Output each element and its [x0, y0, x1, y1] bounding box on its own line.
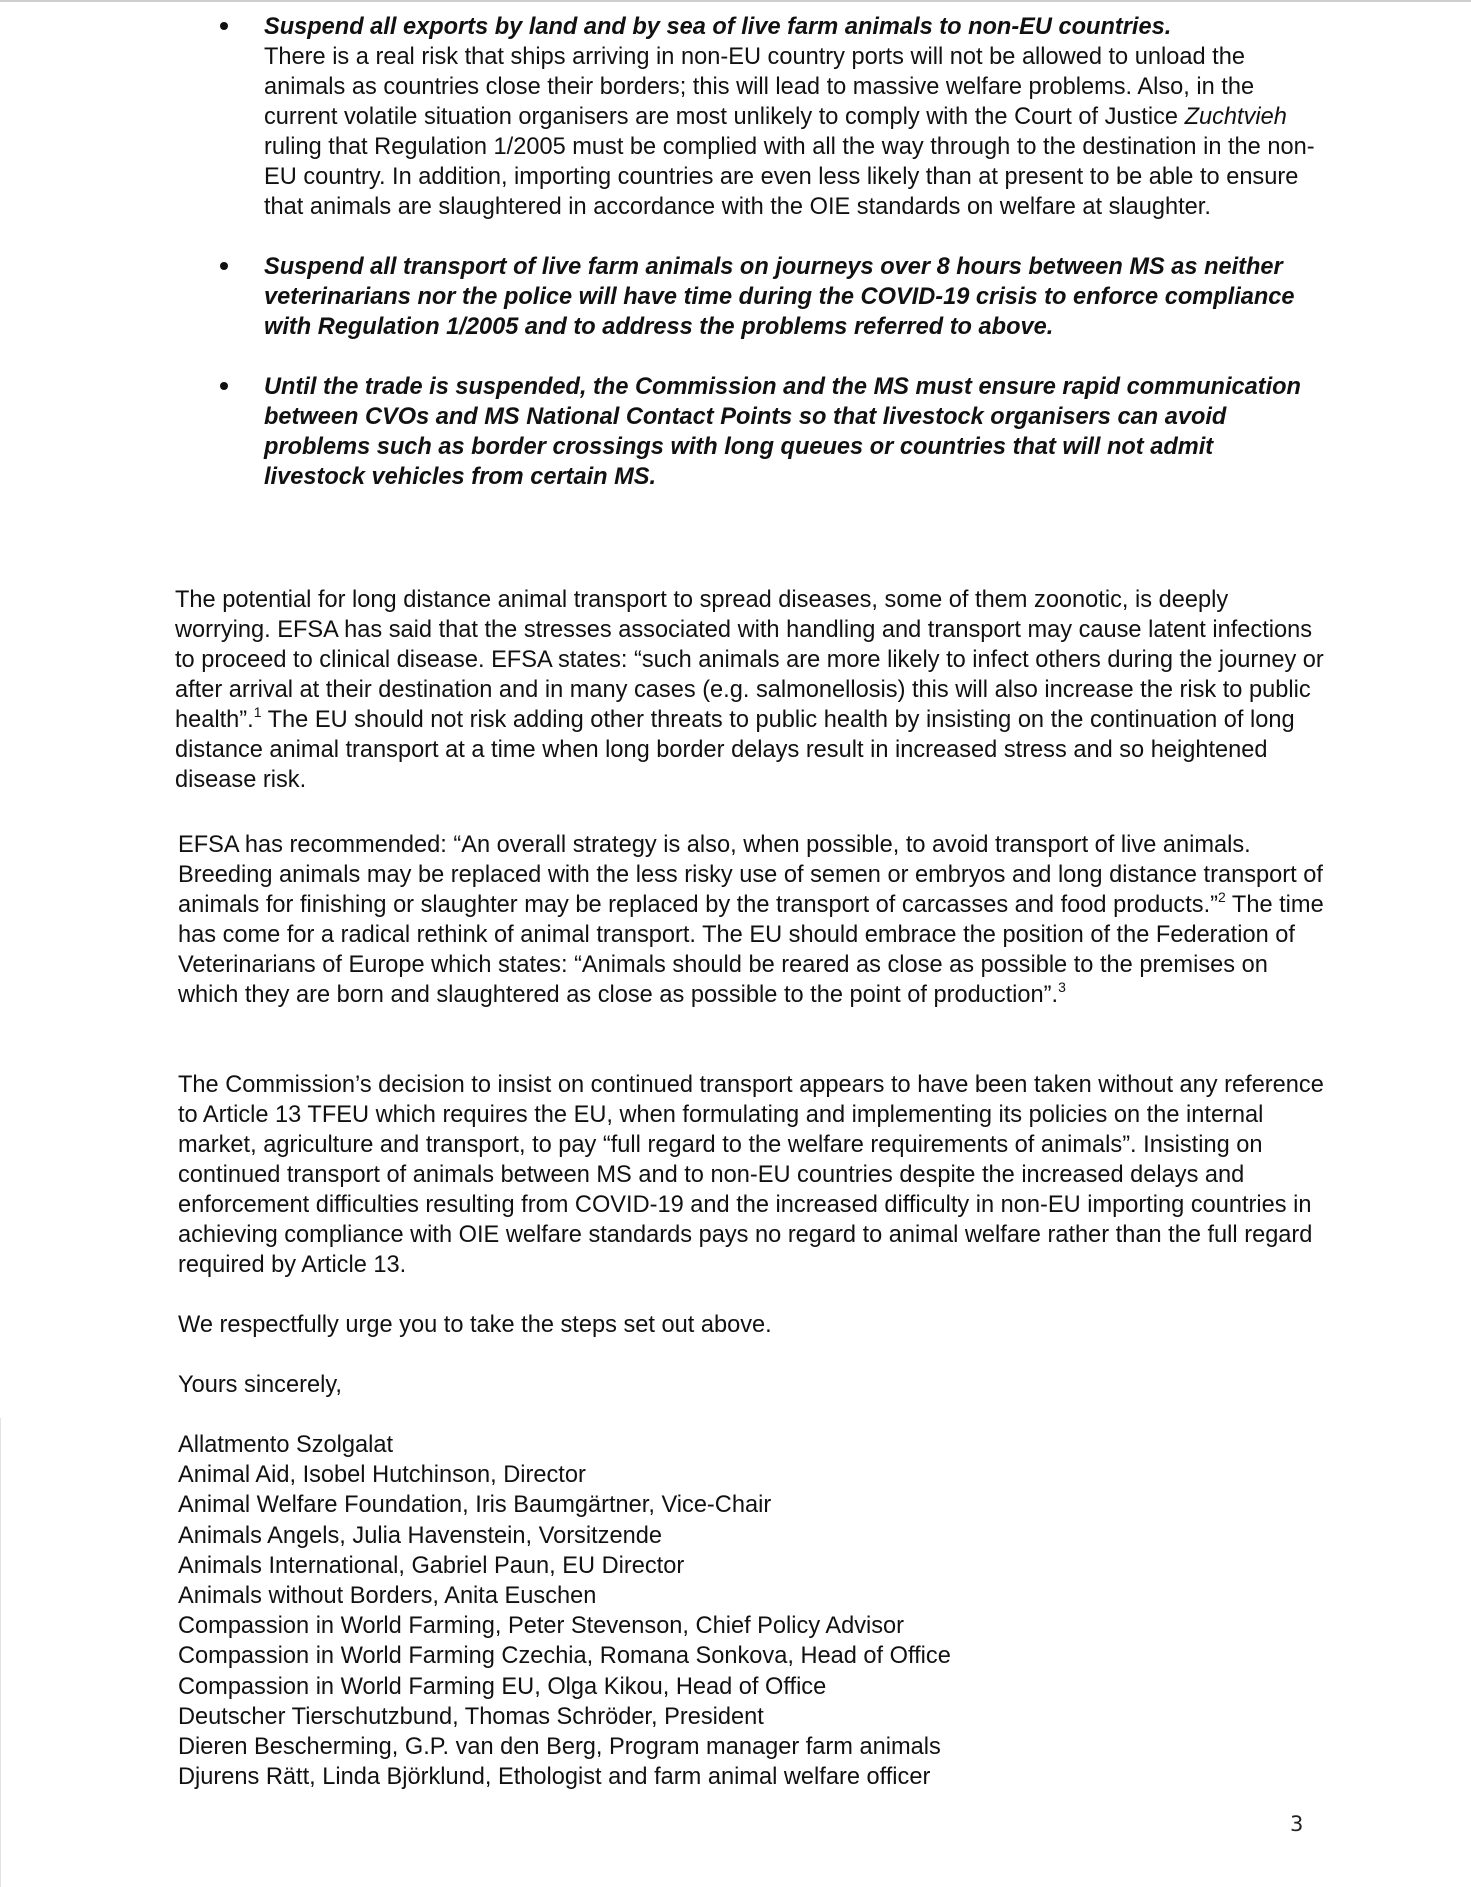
paragraph-text: The EU should not risk adding other threats to public health by insisting on the continuation of long distance animal transport at a time when long border delays result in increased stress and so heightened disease risk.: [175, 707, 1295, 793]
signatory: Compassion in World Farming Czechia, Romana Sonkova, Head of Office: [178, 1643, 951, 1670]
demand-heading: Suspend all transport of live farm animals on journeys over 8 hours between MS as neither veterinarians nor the police will have time during the COVID-19 crisis to enforce compliance with Regulation 1/2005 and to address the problems referred to above.: [264, 254, 1295, 340]
signatory: Allatmento Szolgalat: [178, 1432, 394, 1458]
signatory: Compassion in World Farming, Peter Stevenson, Chief Policy Advisor: [178, 1613, 905, 1640]
demand-item-exports: [218, 12, 1318, 222]
paragraph-text: The time has come for a radical rethink of animal transport. The EU should embrace the position of the Federation of Veterinarians of Europe which states: “Animals should be reared as close as possible to the premises on which they are born and slaughtered as close as possible to the point of production”.: [178, 892, 1324, 1008]
footnote-ref-1[interactable]: 1: [253, 704, 262, 720]
paragraph-text: EFSA has recommended: “An overall strategy is also, when possible, to avoid transport of live animals. Breeding animals may be replaced with the less risky use of semen or embryos and long distance transport of animals for finishing or slaughter may be replaced by the transport of carcasses and food products.”: [178, 832, 1323, 918]
signatory: Deutscher Tierschutzbund, Thomas Schröder, President: [178, 1703, 764, 1730]
demands-list: [218, 12, 1318, 522]
signatories-list: [178, 1430, 1278, 1792]
signatory: Compassion in World Farming EU, Olga Kikou, Head of Office: [178, 1673, 827, 1700]
signatory: Animals International, Gabriel Paun, EU Director: [178, 1552, 685, 1579]
footnote-ref-2[interactable]: 2: [1217, 889, 1226, 905]
demand-heading: Until the trade is suspended, the Commission and the MS must ensure rapid communication between CVOs and MS National Contact Points so that livestock organisers can avoid problems such as border crossings with long queues or countries that will not admit livestock vehicles from certain MS.: [264, 374, 1301, 490]
signatory: Animals without Borders, Anita Euschen: [178, 1583, 597, 1610]
signatory: Animal Welfare Foundation, Iris Baumgärtner, Vice-Chair: [178, 1492, 772, 1519]
signatory: Animals Angels, Julia Havenstein, Vorsitzende: [178, 1522, 662, 1549]
demand-item-communication: [218, 372, 1318, 492]
bullet-icon: [220, 262, 228, 270]
paragraph-article-13: The Commission’s decision to insist on continued transport appears to have been taken without any reference to Article 13 TFEU which requires the EU, when formulating and implementing its policies on the internal market, agriculture and transport, to pay “full regard to the welfare requirements of animals”. Insisting on continued transport of animals between MS and to non-EU countries despite the increased delays and enforcement difficulties resulting from COVID-19 and the increased difficulty in non-EU importing countries in achieving compliance with OIE welfare standards pays no regard to animal welfare rather than the full regard required by Article 13.: [178, 1072, 1324, 1278]
footnote-ref-3[interactable]: 3: [1058, 979, 1066, 995]
signatory: Dieren Bescherming, G.P. van den Berg, Program manager farm animals: [178, 1734, 941, 1761]
demand-body: There is a real risk that ships arriving in non-EU country ports will not be allowed to unload the animals as countries close their borders; this will lead to massive welfare problems. Also, in the current volatile situation organisers are most unlikely to comply with the Court of Justice: [264, 44, 1255, 130]
page-left-border: [0, 1418, 1, 1887]
page-top-border: [0, 0, 1471, 2]
paragraph-efsa-recommendation: [178, 830, 1328, 1010]
signatory: Animal Aid, Isobel Hutchinson, Director: [178, 1462, 586, 1489]
case-name: Zuchtvieh: [1184, 104, 1287, 130]
page-number: 3: [1290, 1812, 1304, 1836]
paragraph-text: The potential for long distance animal transport to spread diseases, some of them zoonotic, is deeply worrying. EFSA has said that the stresses associated with handling and transport may cause latent infections to proceed to clinical disease. EFSA states: “such animals are more likely to infect others during the journey or after arrival at their destination and in many cases (e.g. salmonellosis) this will also increase the risk to public health”.: [175, 587, 1324, 733]
demand-heading: Suspend all exports by land and by sea of live farm animals to non-EU countries.: [264, 14, 1172, 40]
demand-item-transport: [218, 252, 1318, 342]
bullet-icon: [220, 22, 228, 30]
paragraph-urge: We respectfully urge you to take the steps set out above.: [178, 1312, 772, 1338]
closing-salutation: Yours sincerely,: [178, 1372, 342, 1398]
bullet-icon: [220, 382, 228, 390]
signatory: Djurens Rätt, Linda Björklund, Ethologist and farm animal welfare officer: [178, 1764, 931, 1791]
paragraph-disease-risk: [175, 585, 1325, 795]
demand-body-cont: ruling that Regulation 1/2005 must be complied with all the way through to the destination in the non-EU country. In addition, importing countries are even less likely than at present to be able to ensure that animals are slaughtered in accordance with the OIE standards on welfare at slaughter.: [264, 134, 1315, 220]
